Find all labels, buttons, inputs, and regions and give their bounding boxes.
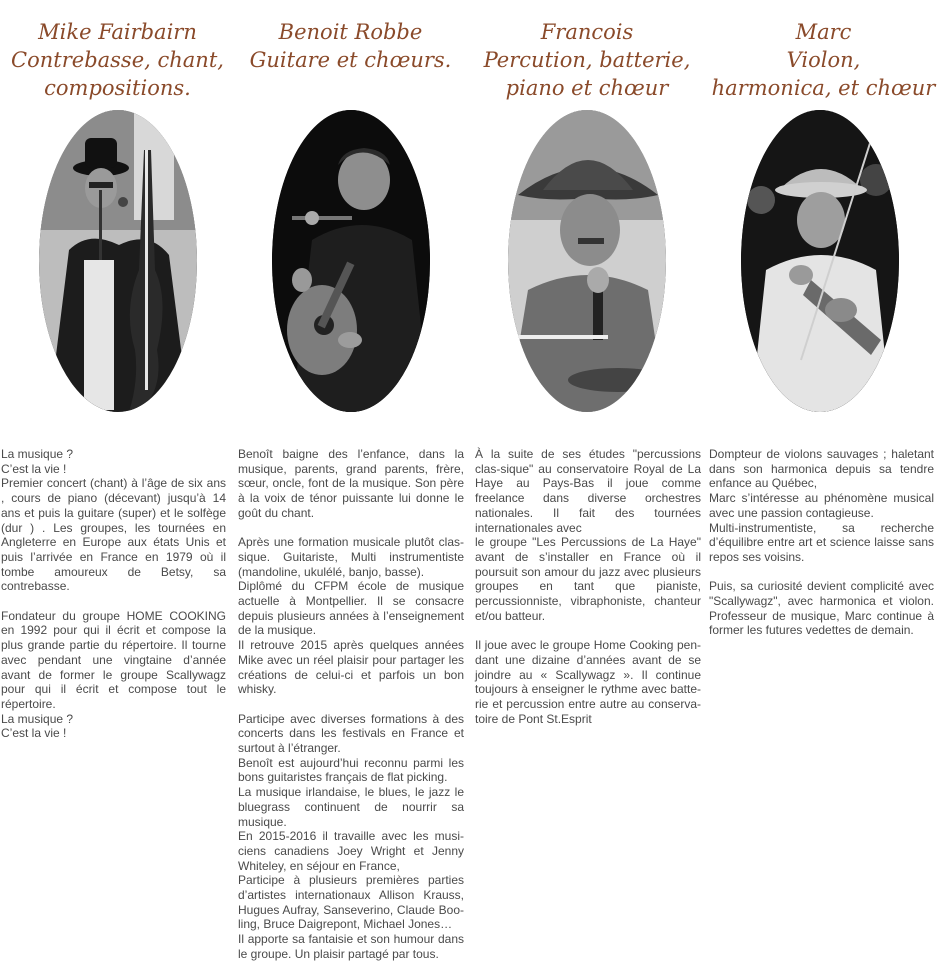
bio-paragraph: À la suite de ses études "percussions clas-sique" au conservatoire Royal de La Haye au Pays-Bas il joue comme freelance dans diverse orchestres nationales. Il fait des tournées internationales avec	[475, 447, 701, 535]
violinist-photo	[741, 110, 899, 412]
bio-paragraph: La musique irlandaise, le blues, le jazz le bluegrass continuent de nourrir sa musique.	[238, 785, 464, 829]
member-bio	[475, 447, 701, 726]
bio-paragraph: Il apporte sa fantaisie et son humour dans le groupe. Un plaisir partagé par tous.	[238, 932, 464, 961]
bio-paragraph: Benoît baigne des l’enfance, dans la musique, parents, grand parents, frère, sœur, oncle, font de la musique. Son père à la voix de ténor puissante lui donne le goût du chant.	[238, 447, 464, 520]
bio-paragraph: Diplômé du CFPM école de musique actuelle à Montpellier. Il se consacre depuis plusieurs années à l’enseignement de la musique.	[238, 579, 464, 638]
member-role: Violon,	[786, 48, 861, 72]
member-role: compositions.	[44, 76, 191, 100]
member-role: Contrebasse, chant,	[11, 48, 224, 72]
member-name: Francois	[540, 20, 634, 44]
bio-paragraph: Il joue avec le groupe Home Cooking pen-dant une dizaine d’années avant de se joindre au « Scallywagz ». Il continue toujours à enseigner le rythme avec batte-rie et percussion entre autre au conserva-toire de Pont St.Esprit	[475, 638, 701, 726]
member-name: Marc	[795, 20, 852, 44]
bio-paragraph: Multi-instrumentiste, sa recherche d’équilibre entre art et science laisse sans repos ses voisins.	[709, 520, 934, 564]
member-title	[707, 18, 940, 102]
member-role: Guitare et chœurs.	[249, 48, 452, 72]
bio-paragraph: Il retrouve 2015 après quelques années Mike avec un réel plaisir pour partager les créations de celui-ci et parfois un bon whisky.	[238, 638, 464, 697]
bio-paragraph: le groupe "Les Percussions de La Haye" avant de s’installer en France où il poursuit son amour du jazz avec plusieurs groupes en tant que pianiste, percussionniste, vibraphoniste, chanteur et/ou batteur.	[475, 535, 701, 623]
bio-paragraph: C’est la vie !	[1, 726, 67, 741]
member-role: Percution, batterie,	[483, 48, 691, 72]
double-bass-player-photo	[39, 110, 197, 412]
percussionist-photo	[508, 110, 666, 412]
member-role: harmonica, et chœur	[711, 76, 936, 100]
member-role: piano et chœur	[505, 76, 669, 100]
member-bio	[238, 447, 464, 962]
member-title	[0, 18, 235, 102]
bio-paragraph: La musique ?	[1, 711, 74, 726]
member-name: Benoit Robbe	[278, 20, 423, 44]
bio-paragraph: Premier concert (chant) à l’âge de six ans , cours de piano (décevant) jusqu’à 14 ans et puis la guitare (super) et le solfège (dur ) . Les groupes, les tournées en Angleterre en Europe aux états Unis et puis l’arrivée en France en 1979 où il tombe amoureux de Betsy, sa contrebasse.	[1, 476, 226, 594]
member-bio	[1, 447, 226, 741]
member-title	[473, 18, 701, 102]
bio-paragraph: Participe avec diverses formations à des concerts dans les festivals en France et surtout à l’étranger.	[238, 711, 464, 756]
bio-paragraph: Marc s’intéresse au phénomène musical avec une passion contagieuse.	[709, 491, 934, 520]
bio-paragraph: Fondateur du groupe HOME COOKING en 1992 pour qui il écrit et compose la plus grande partie du répertoire. Il tourne avec pendant une vingtaine d’année avant de former le groupe Scallywagz pour qui il écrit et compose tout le répertoire.	[1, 608, 226, 711]
bio-paragraph: Benoît est aujourd’hui reconnu parmi les bons guitaristes français de flat picking.	[238, 755, 464, 785]
member-title	[237, 18, 464, 74]
bio-paragraph: Après une formation musicale plutôt clas-sique. Guitariste, Multi instrumentiste (mandoline, ukulélé, banjo, basse).	[238, 535, 464, 579]
guitar-player-photo	[272, 110, 430, 412]
bio-paragraph: La musique ?	[1, 447, 74, 461]
bio-paragraph: Puis, sa curiosité devient complicité avec "Scallywagz", avec harmonica et violon. Professeur de musique, Marc continue à former les futures vedettes de demain.	[709, 579, 934, 638]
bio-paragraph: C’est la vie !	[1, 461, 67, 476]
member-name: Mike Fairbairn	[38, 20, 197, 44]
member-bio	[709, 447, 934, 638]
bio-paragraph: Dompteur de violons sauvages ; haletant dans son harmonica depuis sa tendre enfance au Québec,	[709, 447, 934, 491]
bio-paragraph: En 2015-2016 il travaille avec les musi-ciens canadiens Joey Wright et Jenny Whiteley, en séjour en France,	[238, 829, 464, 873]
bio-paragraph: Participe à plusieurs premières parties d’artistes internationaux Allison Krauss, Hugues Aufray, Sanseverino, Claude Boo-ling, Bruce Daigrepont, Michael Jones…	[238, 873, 464, 932]
